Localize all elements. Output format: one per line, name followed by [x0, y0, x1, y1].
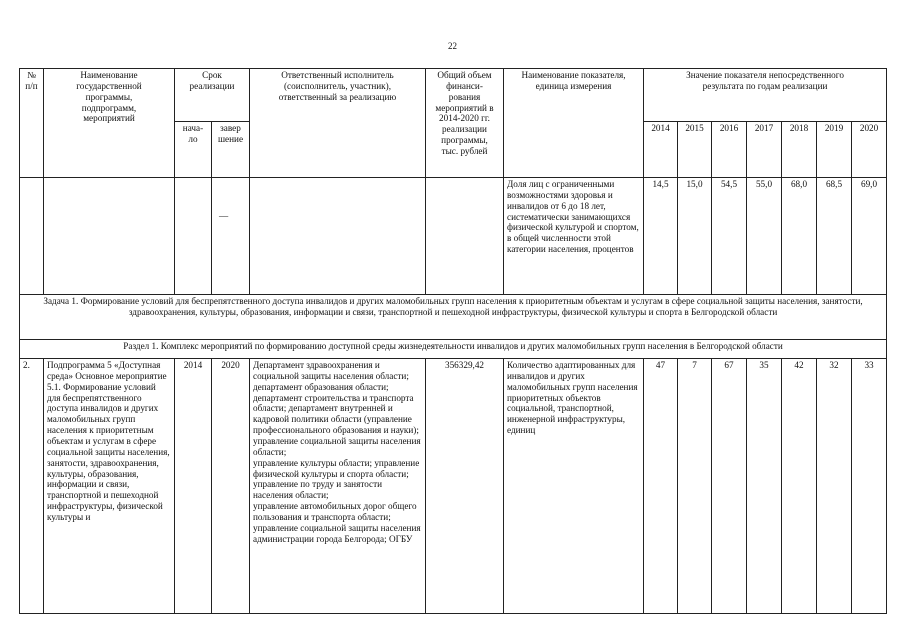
- header-term-start: нача- ло: [175, 122, 212, 178]
- value-cell: 67: [712, 359, 747, 614]
- value-cell: 15,0: [678, 178, 712, 295]
- value-cell: 68,0: [782, 178, 817, 295]
- header-year-2017: 2017: [747, 122, 782, 178]
- value-cell: 35: [747, 359, 782, 614]
- volume-cell: 356329,42: [426, 359, 504, 614]
- value-cell: 68,5: [817, 178, 852, 295]
- value-cell: 47: [644, 359, 678, 614]
- header-year-2019: 2019: [817, 122, 852, 178]
- task-row: [20, 295, 887, 340]
- value-cell: 69,0: [852, 178, 887, 295]
- value-cell: 42: [782, 359, 817, 614]
- header-values-group: Значение показателя непосредственного результата по годам реализации: [644, 69, 887, 122]
- indicator-cell: Количество адаптированных для инвалидов и других маломобильных групп населения приоритетных объектов социальной, транспортной, инженерной инфраструктуры, единиц: [504, 359, 644, 614]
- program-table: [19, 68, 887, 614]
- header-term: Срок реализации: [175, 69, 250, 122]
- value-cell: 55,0: [747, 178, 782, 295]
- header-volume: Общий объем финанси- рования мероприятий в 2014-2020 гг. реализации программы, тыс. рублей: [426, 69, 504, 178]
- executor-cell: Департамент здравоохранения и социальной защиты населения области; департамент образования области; департамент строительства и транспорта области; департамент внутренней и кадровой политики области (управление профессионального образования и науки); управление социальной защиты населения области; управление культуры области; управление физической культуры и спорта области; управление по труду и занятости населения области; управление автомобильных дорог общего пользования и транспорта области; управление социальной защиты населения администрации города Белгорода; ОГБУ: [250, 359, 426, 614]
- header-name: Наименование государственной программы, подпрограмм, мероприятий: [44, 69, 175, 178]
- header-year-2016: 2016: [712, 122, 747, 178]
- table-row: [20, 359, 887, 614]
- section-row: [20, 340, 887, 359]
- header-year-2015: 2015: [678, 122, 712, 178]
- table-row: [20, 178, 887, 295]
- page-number: 22: [448, 41, 457, 51]
- task-text: Задача 1. Формирование условий для беспрепятственного доступа инвалидов и других маломобильных групп населения к приоритетным объектам и услугам в сфере социальной защиты населения, занятости, здравоохранения, культуры, образования, информации и связи, транспортной и пешеходной инфраструктуры, физической культуры и спорта в Белгородской области: [20, 295, 887, 340]
- row-number: 2.: [20, 359, 44, 614]
- value-cell: 7: [678, 359, 712, 614]
- indicator-cell: Доля лиц с ограниченными возможностями здоровья и инвалидов от 6 до 18 лет, систематически занимающихся физической культурой и спортом, в общей численности этой категории населения, процентов: [504, 178, 644, 295]
- measure-name: Подпрограмма 5 «Доступная среда» Основное мероприятие 5.1. Формирование условий для беспрепятственного доступа инвалидов и других маломобильных групп населения к приоритетным объектам и услугам в сфере социальной защиты населения, занятости, здравоохранения, культуры, образования, информации и связи, транспортной и пешеходной инфраструктуры, физической культуры и: [44, 359, 175, 614]
- dash-mark: —: [219, 211, 229, 221]
- header-term-end: завер шение: [212, 122, 250, 178]
- header-year-2020: 2020: [852, 122, 887, 178]
- term-start: 2014: [175, 359, 212, 614]
- header-indicator: Наименование показателя, единица измерения: [504, 69, 644, 178]
- header-num: № п/п: [20, 69, 44, 178]
- value-cell: 54,5: [712, 178, 747, 295]
- value-cell: 14,5: [644, 178, 678, 295]
- value-cell: 32: [817, 359, 852, 614]
- section-text: Раздел 1. Комплекс мероприятий по формированию доступной среды жизнедеятельности инвалидов и других маломобильных групп населения в Белгородской области: [20, 340, 887, 359]
- header-executor: Ответственный исполнитель (соисполнитель, участник), ответственный за реализацию: [250, 69, 426, 178]
- term-end: 2020: [212, 359, 250, 614]
- header-year-2014: 2014: [644, 122, 678, 178]
- header-year-2018: 2018: [782, 122, 817, 178]
- value-cell: 33: [852, 359, 887, 614]
